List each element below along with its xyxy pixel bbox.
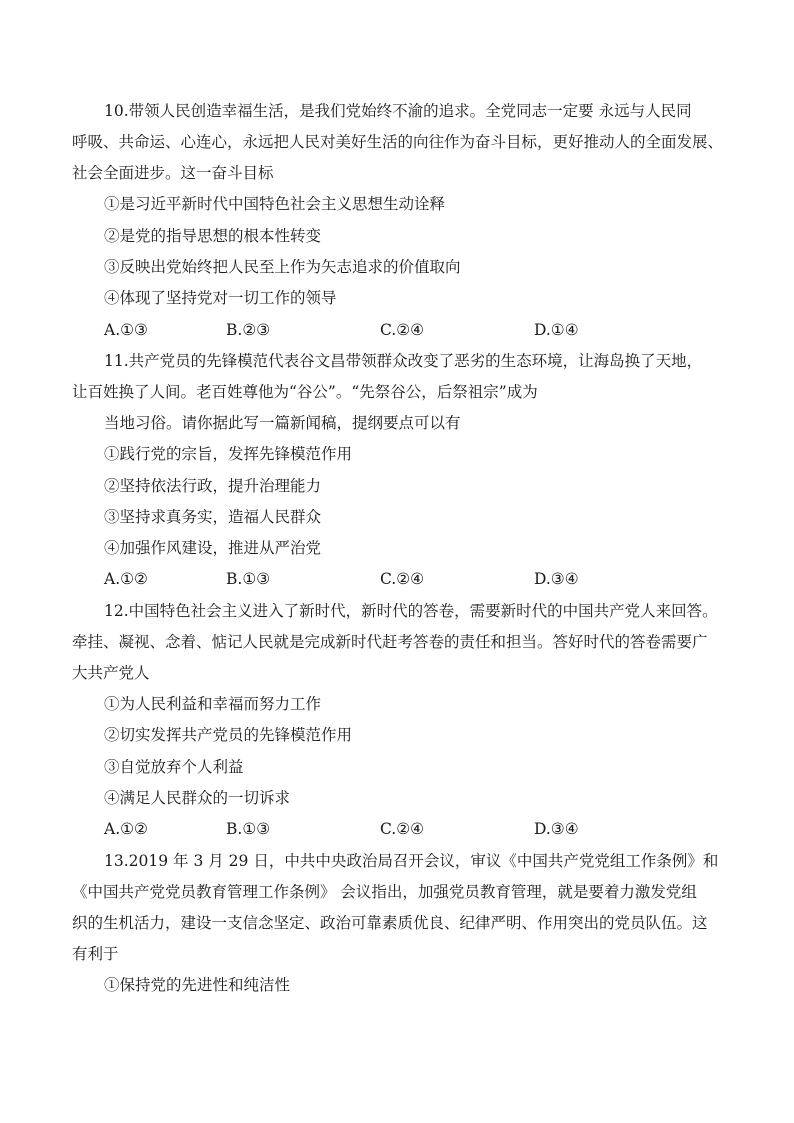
question-12-stem-line-3: 大共产党人: [72, 664, 150, 682]
question-11-item-4: ④加强作风建设，推进从严治党: [104, 539, 322, 557]
question-13-stem-line-1: 13.2019 年 3 月 29 日，中共中央政治局召开会议，审议《中国共产党党组工作条例》和: [104, 852, 719, 870]
question-12-item-2: ②切实发挥共产党员的先锋模范作用: [104, 726, 353, 744]
question-13-stem-line-4: 有利于: [72, 945, 119, 963]
question-13-stem-line-2: 《中国共产党党员教育管理工作条例》 会议指出，加强党员教育管理，就是要着力激发党组: [72, 883, 697, 901]
question-11-item-2: ②坚持依法行政，提升治理能力: [104, 477, 322, 495]
option-a: A.①②: [104, 820, 148, 838]
option-a: A.①③: [104, 321, 148, 339]
option-c: C.②④: [380, 321, 425, 339]
question-11-item-1: ①践行党的宗旨，发挥先锋模范作用: [104, 445, 353, 463]
option-b: B.①③: [226, 570, 271, 588]
question-11-item-3: ③坚持求真务实，造福人民群众: [104, 508, 322, 526]
question-10-item-3: ③反映出党始终把人民至上作为矢志追求的价值取向: [104, 258, 461, 276]
question-10-item-1: ①是习近平新时代中国特色社会主义思想生动诠释: [104, 195, 446, 213]
option-b: B.①③: [226, 820, 271, 838]
question-10-stem-line-1: 10.带领人民创造幸福生活，是我们党始终不渝的追求。全党同志一定要 永远与人民同: [104, 102, 692, 120]
option-a: A.①②: [104, 570, 148, 588]
question-12-item-1: ①为人民利益和幸福而努力工作: [104, 695, 322, 713]
option-d: D.①④: [534, 321, 579, 339]
option-c: C.②④: [380, 570, 425, 588]
question-12-item-3: ③自觉放弃个人利益: [104, 758, 244, 776]
question-11-stem-line-2: 让百姓换了人间。老百姓尊他为“谷公”。“先祭谷公，后祭祖宗”成为: [72, 383, 538, 401]
question-11-stem-line-3: 当地习俗。请你据此写一篇新闻稿，提纲要点可以有: [104, 414, 461, 432]
question-13-stem-line-3: 织的生机活力，建设一支信念坚定、政治可靠素质优良、纪律严明、作用突出的党员队伍。这: [72, 914, 708, 932]
option-b: B.②③: [226, 321, 271, 339]
question-13-item-1: ①保持党的先进性和纯洁性: [104, 976, 291, 994]
option-d: D.③④: [534, 820, 579, 838]
question-11-stem-line-1: 11.共产党员的先锋模范代表谷文昌带领群众改变了恶劣的生态环境，让海岛换了天地，: [104, 352, 703, 370]
question-12-stem-line-2: 牵挂、凝视、念着、惦记人民就是完成新时代赶考答卷的责任和担当。答好时代的答卷需要广: [72, 633, 708, 651]
question-10-item-4: ④体现了坚持党对一切工作的领导: [104, 289, 337, 307]
option-c: C.②④: [380, 820, 425, 838]
question-10-item-2: ②是党的指导思想的根本性转变: [104, 227, 322, 245]
option-d: D.③④: [534, 570, 579, 588]
question-12-item-4: ④满足人民群众的一切诉求: [104, 789, 291, 807]
question-10-stem-line-2: 呼吸、共命运、心连心，永远把人民对美好生活的向往作为奋斗目标，更好推动人的全面发展、: [72, 133, 724, 151]
question-10-stem-line-3: 社会全面进步。这一奋斗目标: [72, 164, 274, 182]
question-12-stem-line-1: 12.中国特色社会主义进入了新时代，新时代的答卷，需要新时代的中国共产党人来回答。: [104, 602, 718, 620]
